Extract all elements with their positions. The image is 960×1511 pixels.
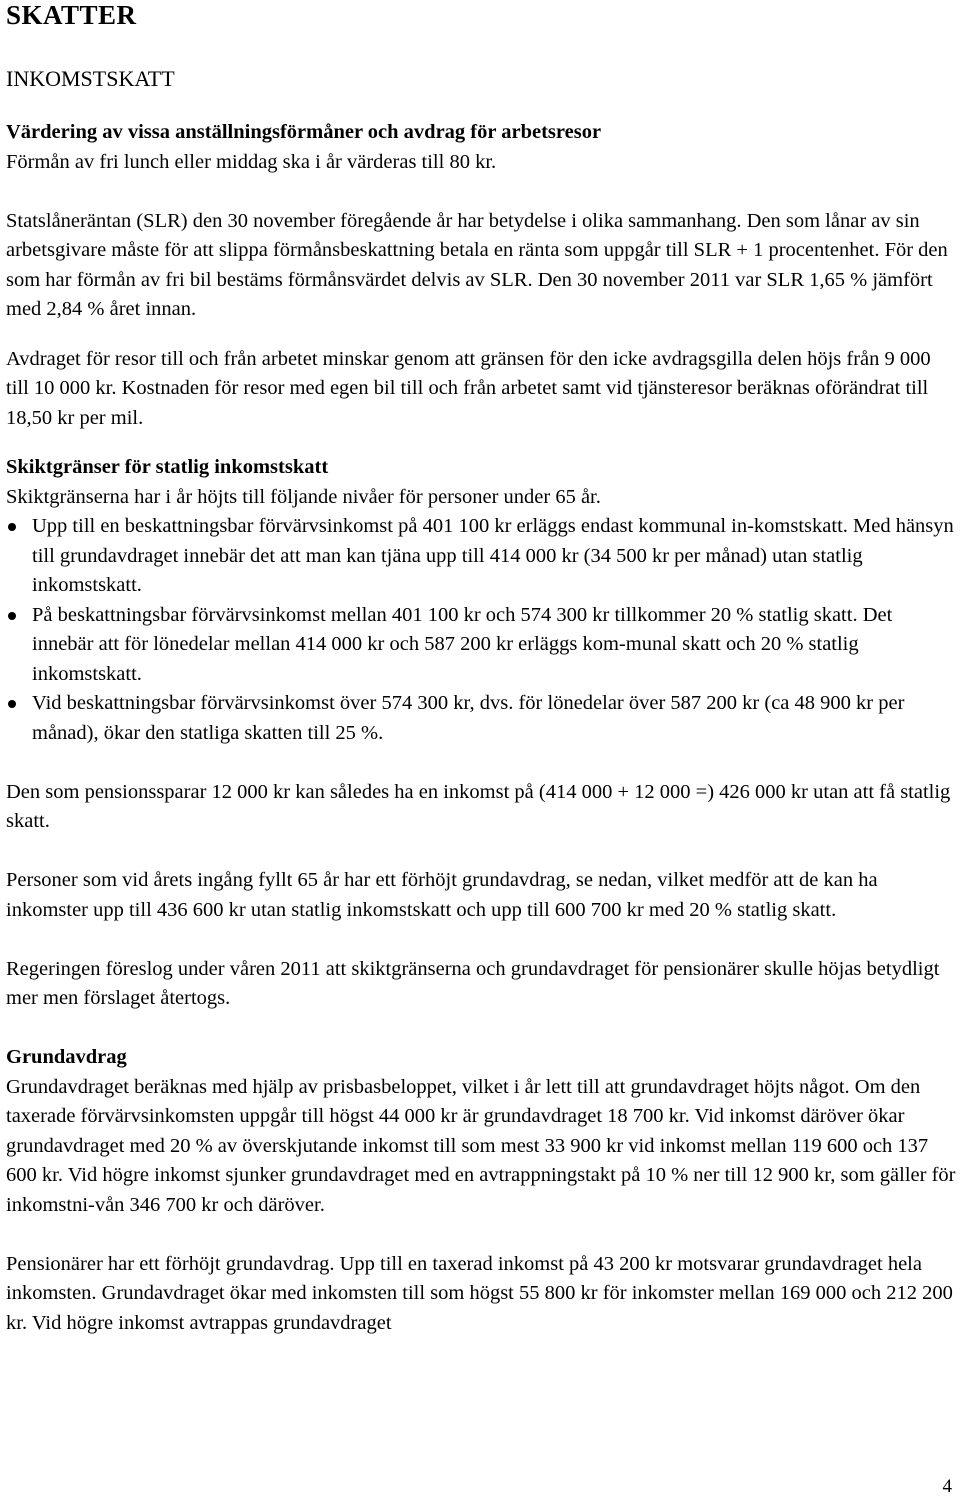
paragraph-pensionarer: Pensionärer har ett förhöjt grundavdrag. Upp till en taxerad inkomst på 43 200 kr motsvarar grundavdraget hela inkomsten. Grundavdraget ökar med inkomsten till som högst 55 800 kr för inkomster mellan 169 000 och 212 200 kr. Vid högre inkomst avtrappas grundavdraget (6, 1252, 953, 1334)
heading-grundavdrag: Grundavdrag (6, 1046, 127, 1068)
page-number: 4 (942, 1476, 952, 1497)
bullet-icon (8, 700, 16, 708)
bullet-icon (8, 523, 16, 531)
bullet-icon (8, 612, 16, 620)
document-page (6, 0, 956, 1338)
bullet-list-skikt (6, 512, 956, 748)
bullet-text: Upp till en beskattningsbar förvärvsinkomst på 401 100 kr erläggs endast kommunal in-komstskatt. Med hänsyn till grundavdraget innebär det att man kan tjäna upp till 414 000 kr (34 500 kr per månad) utan statlig inkomstskatt. (32, 515, 954, 596)
list-item (6, 512, 956, 601)
list-item (6, 689, 956, 748)
bullet-text: På beskattningsbar förvärvsinkomst mellan 401 100 kr och 574 300 kr tillkommer 20 % statlig skatt. Det innebär att för lönedelar mellan 414 000 kr och 587 200 kr erläggs kom-munal skatt och 20 % statlig inkomstskatt. (32, 603, 893, 685)
paragraph-over-65: Personer som vid årets ingång fyllt 65 år har ett förhöjt grundavdrag, se nedan, vilket medför att de kan ha inkomster upp till 436 600 kr utan statlig inkomstskatt och upp till 600 700 kr med 20 % statlig skatt. (6, 869, 878, 921)
paragraph-pensionsspar: Den som pensionssparar 12 000 kr kan således ha en inkomst på (414 000 + 12 000 =) 426 000 kr utan att få statlig skatt. (6, 780, 951, 832)
paragraph-slr: Statslåneräntan (SLR) den 30 november föregående år har betydelse i olika sammanhang. Den som lånar av sin arbetsgivare måste för att slippa förmånsbeskattning betala en ränta som uppgår till SLR + 1 procentenhet. För den som har förmån av fri bil bestäms förmånsvärdet delvis av SLR. Den 30 november 2011 var SLR 1,65 % jämfört med 2,84 % året innan. (6, 209, 948, 320)
paragraph-regeringen: Regeringen föreslog under våren 2011 att skiktgränserna och grundavdraget för pensionärer skulle höjas betydligt mer men förslaget återtogs. (6, 957, 940, 1009)
bullet-text: Vid beskattningsbar förvärvsinkomst över 574 300 kr, dvs. för lönedelar över 587 200 kr (ca 48 900 kr per månad), ökar den statliga skatten till 25 %. (32, 692, 905, 744)
heading-formaner: Värdering av vissa anställningsförmåner och avdrag för arbetsresor (6, 121, 602, 143)
paragraph-lunch: Förmån av fri lunch eller middag ska i år värderas till 80 kr. (6, 150, 497, 173)
section-subtitle: INKOMSTSKATT (6, 66, 175, 91)
paragraph-grundavdrag: Grundavdraget beräknas med hjälp av prisbasbeloppet, vilket i år lett till att grundavdraget höjts något. Om den taxerade förvärvsinkomsten uppgår till högst 44 000 kr är grundavdraget 18 700 kr. Vid inkomst däröver ökar grundavdraget med 20 % av överskjutande inkomst till som mest 33 900 kr vid inkomst mellan 119 600 och 137 600 kr. Vid högre inkomst sjunker grundavdraget med en avtrappningstakt på 10 % ner till 12 900 kr, som gäller för inkomstni-vån 346 700 kr och däröver. (6, 1075, 956, 1216)
paragraph-skikt-intro: Skiktgränserna har i år höjts till följande nivåer för personer under 65 år. (6, 485, 601, 508)
heading-skiktgranser: Skiktgränser för statlig inkomstskatt (6, 456, 329, 478)
page-title: SKATTER (6, 0, 137, 30)
list-item (6, 601, 956, 690)
paragraph-resor: Avdraget för resor till och från arbetet minskar genom att gränsen för den icke avdragsgilla delen höjs från 9 000 till 10 000 kr. Kostnaden för resor med egen bil till och från arbetet samt vid tjänsteresor beräknas oförändrat till 18,50 kr per mil. (6, 347, 931, 429)
